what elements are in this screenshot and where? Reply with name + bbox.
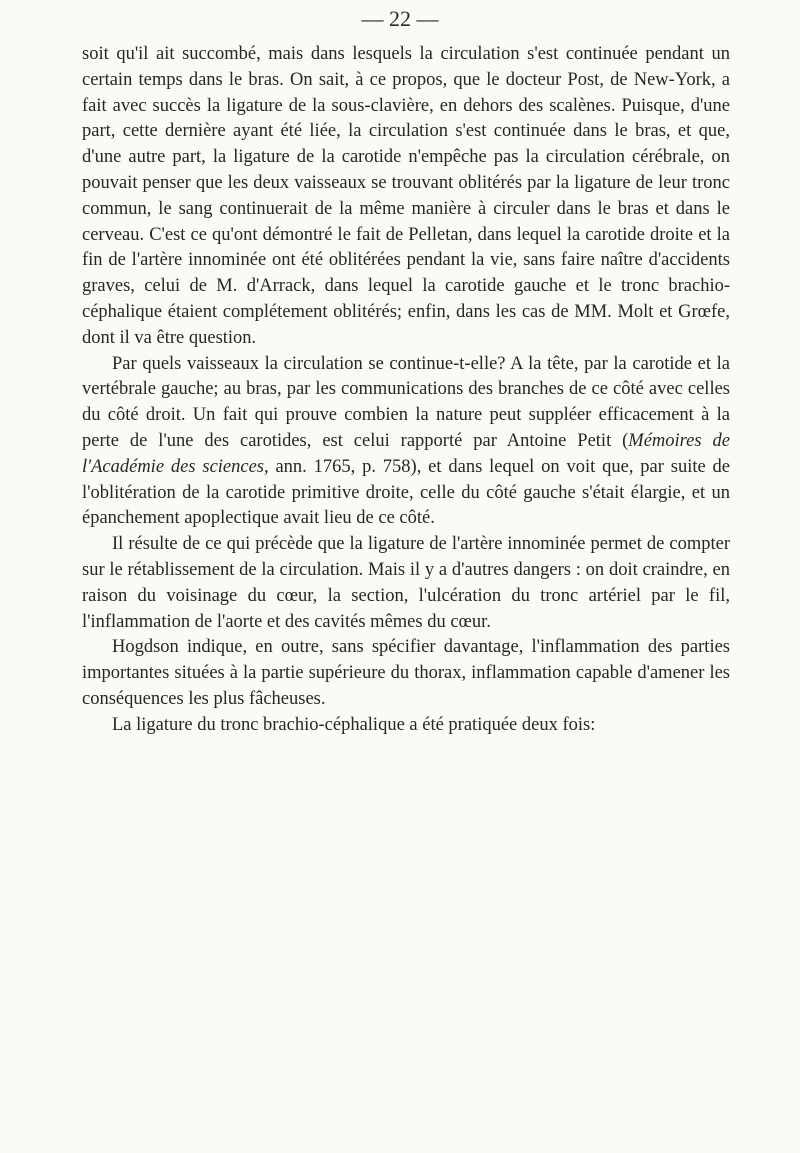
paragraph-4-text: Hogdson indique, en outre, sans spécifier davantage, l'inflammation des parties importantes situées à la partie supérieure du thorax, inflammation capable d'amener les conséquences les plus fâcheuses. xyxy=(82,637,730,709)
page-number: — 22 — xyxy=(361,6,439,31)
paragraph-4 xyxy=(82,635,730,712)
paragraph-2 xyxy=(82,352,730,533)
paragraph-1-text: soit qu'il ait succombé, mais dans lesquels la circulation s'est continuée pendant un certain temps dans le bras. On sait, à ce propos, que le docteur Post, de New-York, a fait avec succès la ligature de la sous-clavière, en dehors des scalènes. Puisque, d'une part, cette dernière ayant été liée, la circulation s'est continuée dans le bras, et que, d'une autre part, la ligature de la carotide n'empêche pas la circulation cérébrale, on pouvait penser que les deux vaisseaux se trouvant oblitérés par la ligature de leur tronc commun, le sang continuerait de la même manière à circuler dans le bras et dans le cerveau. C'est ce qu'ont démontré le fait de Pelletan, dans lequel la carotide droite et la fin de l'artère innominée ont été oblitérées pendant la vie, sans faire naître d'accidents graves, celui de M. d'Arrack, dans lequel la carotide gauche et le tronc brachio-céphalique étaient complétement oblitérés; enfin, dans les cas de MM. Molt et Grœfe, dont il va être question. xyxy=(82,44,730,348)
paragraph-2-text-end: ann. 1765, p. 758), et dans lequel on voit que, par suite de l'oblitération de la carotide primitive droite, celle du côté gauche s'était élargie, et un épanchement apoplectique avait lieu de ce côté. xyxy=(82,456,730,529)
body-text xyxy=(82,42,730,739)
citation-title: Mémoires de l'Académie des sciences, xyxy=(82,430,730,477)
paragraph-5-text: La ligature du tronc brachio-céphalique a été pratiquée deux fois: xyxy=(112,714,596,735)
paragraph-3-text: Il résulte de ce qui précède que la ligature de l'artère innominée permet de compter sur le rétablissement de la circulation. Mais il y a d'autres dangers : on doit craindre, en raison du voisinage du cœur, la section, l'ulcération du tronc artériel par le fil, l'inflammation de l'aorte et des cavités mêmes du cœur. xyxy=(82,534,730,632)
paragraph-3 xyxy=(82,532,730,635)
paragraph-2-text-start: Par quels vaisseaux la circulation se continue-t-elle? A la tête, par la carotide et la vertébrale gauche; au bras, par les communications des branches de ce côté avec celles du côté droit. Un fait qui prouve combien la nature peut suppléer efficacement à la perte de l'une des carotides, est celui rapporté par Antoine Petit ( xyxy=(82,353,730,451)
paragraph-5 xyxy=(82,713,730,739)
paragraph-1 xyxy=(82,42,730,352)
